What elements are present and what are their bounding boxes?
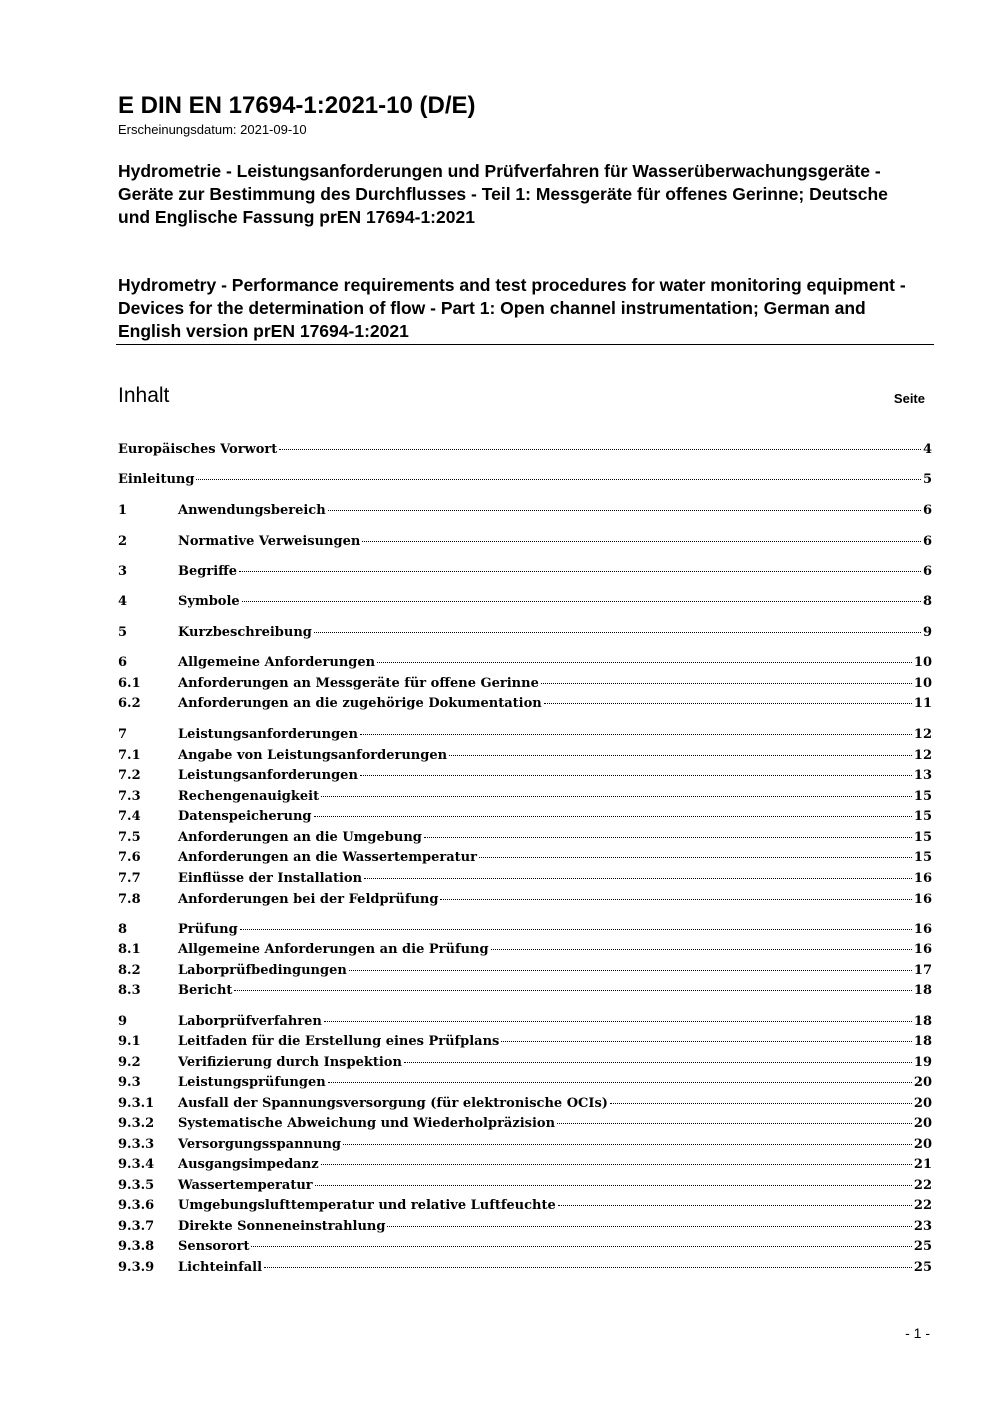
toc-dot-leader [279, 449, 921, 450]
toc-entry-title: Normative Verweisungen [178, 534, 361, 549]
toc-entry-number: 9.3 [118, 1075, 141, 1090]
toc-entry-page: 13 [913, 768, 932, 783]
toc-dot-leader [324, 1021, 912, 1022]
toc-dot-leader [362, 541, 921, 542]
toc-entry-page: 12 [913, 748, 932, 763]
toc-entry-page: 20 [913, 1075, 932, 1090]
toc-entry-title: Systematische Abweichung und Wiederholpräzision [178, 1116, 556, 1131]
toc-entry[interactable] [118, 869, 932, 888]
publication-date: Erscheinungsdatum: 2021-09-10 [118, 122, 307, 137]
toc-entry-title: Europäisches Vorwort [118, 442, 278, 457]
toc-entry[interactable] [118, 592, 932, 611]
toc-entry-number: 7.6 [118, 850, 141, 865]
toc-entry-page: 6 [922, 503, 932, 518]
toc-entry[interactable] [118, 1053, 932, 1072]
toc-dot-leader [240, 929, 912, 930]
toc-entry-page: 5 [922, 472, 932, 487]
toc-entry-page: 20 [913, 1096, 932, 1111]
toc-entry-title: Ausgangsimpedanz [178, 1157, 319, 1172]
toc-entry[interactable] [118, 1196, 932, 1215]
toc-entry-number: 9.1 [118, 1034, 141, 1049]
toc-entry-page: 10 [913, 655, 932, 670]
toc-entry-title: Leitfaden für die Erstellung eines Prüfplans [178, 1034, 500, 1049]
toc-entry-page: 18 [913, 983, 932, 998]
toc-entry-number: 7.1 [118, 748, 141, 763]
toc-entry-page: 21 [913, 1157, 932, 1172]
toc-entry-title: Anforderungen an Messgeräte für offene Gerinne [178, 676, 539, 691]
toc-entry-title: Ausfall der Spannungsversorgung (für elektronische OCIs) [178, 1096, 608, 1111]
toc-entry-title: Leistungsprüfungen [178, 1075, 326, 1090]
toc-entry-title: Allgemeine Anforderungen an die Prüfung [178, 942, 489, 957]
toc-entry-title: Datenspeicherung [178, 809, 312, 824]
toc-entry-title: Umgebungslufttemperatur und relative Luftfeuchte [178, 1198, 556, 1213]
toc-entry-page: 25 [913, 1239, 932, 1254]
toc-entry-page: 6 [922, 564, 932, 579]
toc-entry-page: 16 [913, 922, 932, 937]
toc-entry-number: 9 [118, 1014, 128, 1029]
toc-entry-page: 6 [922, 534, 932, 549]
toc-entry-page: 9 [922, 625, 932, 640]
toc-entry-title: Symbole [178, 594, 240, 609]
toc-entry-page: 23 [913, 1219, 932, 1234]
toc-entry-page: 15 [913, 830, 932, 845]
toc-entry[interactable] [118, 920, 932, 939]
toc-dot-leader [440, 899, 911, 900]
toc-entry[interactable] [118, 828, 932, 847]
toc-dot-leader [449, 755, 912, 756]
toc-entry-title: Direkte Sonneneinstrahlung [178, 1219, 386, 1234]
toc-entry-number: 6.2 [118, 696, 141, 711]
toc-entry-number: 8.3 [118, 983, 141, 998]
toc-entry-number: 9.2 [118, 1055, 141, 1070]
toc-dot-leader [479, 857, 912, 858]
toc-entry-number: 4 [118, 594, 128, 609]
toc-entry[interactable] [118, 848, 932, 867]
toc-dot-leader [558, 1205, 912, 1206]
toc-dot-leader [239, 571, 921, 572]
toc-entry-title: Prüfung [178, 922, 238, 937]
subtitle-english: Hydrometry - Performance requirements and test procedures for water monitoring equipment - Devices for the determination of flow - Part 1: Open channel instrumentation; German and English version prEN 17694-1:2021 [118, 275, 906, 341]
toc-entry[interactable] [118, 1012, 932, 1031]
toc-dot-leader [377, 662, 912, 663]
toc-entry[interactable] [118, 890, 932, 909]
toc-entry[interactable] [118, 1073, 932, 1092]
toc-entry[interactable] [118, 501, 932, 520]
toc-entry[interactable] [118, 961, 932, 980]
toc-entry-title: Laborprüfverfahren [178, 1014, 322, 1029]
toc-dot-leader [424, 837, 912, 838]
toc-entry-number: 1 [118, 503, 128, 518]
toc-entry-page: 20 [913, 1116, 932, 1131]
toc-entry-page: 15 [913, 850, 932, 865]
toc-entry-page: 16 [913, 892, 932, 907]
toc-entry-page: 22 [913, 1178, 932, 1193]
toc-entry-number: 9.3.9 [118, 1260, 155, 1275]
toc-dot-leader [328, 510, 921, 511]
toc-dot-leader [501, 1041, 912, 1042]
toc-entry-title: Allgemeine Anforderungen [178, 655, 376, 670]
toc-entry-page: 18 [913, 1034, 932, 1049]
toc-entry[interactable] [118, 562, 932, 581]
toc-entry-title: Bericht [178, 983, 233, 998]
toc-entry-number: 8 [118, 922, 128, 937]
toc-entry[interactable] [118, 470, 932, 489]
toc-entry-title: Anforderungen bei der Feldprüfung [178, 892, 439, 907]
toc-entry-title: Anwendungsbereich [178, 503, 326, 518]
toc-entry-number: 9.3.7 [118, 1219, 155, 1234]
toc-entry-title: Leistungsanforderungen [178, 768, 358, 783]
toc-dot-leader [544, 703, 912, 704]
toc-entry-page: 19 [913, 1055, 932, 1070]
toc-entry[interactable] [118, 1032, 932, 1051]
toc-entry-page: 20 [913, 1137, 932, 1152]
toc-entry-number: 9.3.2 [118, 1116, 155, 1131]
toc-entry-page: 12 [913, 727, 932, 742]
toc-entry[interactable] [118, 1155, 932, 1174]
header-divider [116, 344, 934, 345]
toc-dot-leader [251, 1246, 911, 1247]
toc-entry[interactable] [118, 940, 932, 959]
toc-entry[interactable] [118, 1135, 932, 1154]
toc-entry-title: Anforderungen an die Wassertemperatur [178, 850, 477, 865]
toc-entry-number: 2 [118, 534, 128, 549]
toc-entry-number: 6 [118, 655, 128, 670]
toc-entry-number: 6.1 [118, 676, 141, 691]
toc-entry[interactable] [118, 532, 932, 551]
toc-page-column-label: Seite [893, 391, 925, 406]
toc-heading: Inhalt [118, 384, 170, 407]
toc-entry[interactable] [118, 440, 932, 459]
toc-entry-number: 9.3.8 [118, 1239, 155, 1254]
toc-dot-leader [328, 1082, 912, 1083]
toc-dot-leader [196, 479, 921, 480]
toc-entry-page: 17 [913, 963, 932, 978]
toc-entry-page: 8 [922, 594, 932, 609]
toc-entry[interactable] [118, 623, 932, 642]
toc-dot-leader [541, 683, 912, 684]
toc-entry-title: Einleitung [118, 472, 195, 487]
toc-entry-number: 7.5 [118, 830, 141, 845]
toc-dot-leader [387, 1226, 911, 1227]
toc-entry-title: Wassertemperatur [178, 1178, 313, 1193]
toc-dot-leader [264, 1267, 912, 1268]
toc-entry[interactable] [118, 1258, 932, 1277]
page-number: - 1 - [905, 1325, 930, 1341]
toc-entry-page: 15 [913, 789, 932, 804]
toc-dot-leader [315, 1185, 912, 1186]
toc-entry[interactable] [118, 766, 932, 785]
toc-dot-leader [314, 632, 921, 633]
toc-entry-number: 9.3.3 [118, 1137, 155, 1152]
toc-entry-number: 5 [118, 625, 128, 640]
toc-entry-title: Laborprüfbedingungen [178, 963, 347, 978]
toc-entry-page: 4 [922, 442, 932, 457]
toc-dot-leader [364, 878, 912, 879]
toc-entry-number: 7 [118, 727, 128, 742]
toc-entry-title: Leistungsanforderungen [178, 727, 358, 742]
toc-entry[interactable] [118, 674, 932, 693]
toc-entry-number: 7.7 [118, 871, 141, 886]
toc-entry-number: 8.1 [118, 942, 141, 957]
toc-entry[interactable] [118, 746, 932, 765]
toc-entry[interactable] [118, 981, 932, 1000]
document-title: E DIN EN 17694-1:2021-10 (D/E) [118, 92, 476, 119]
subtitle-german: Hydrometrie - Leistungsanforderungen und Prüfverfahren für Wasserüberwachungsgeräte - Geräte zur Bestimmung des Durchflusses - Teil 1: Messgeräte für offenes Gerinne; Deutsche und Englische Fassung prEN 17694-1:2021 [118, 161, 888, 227]
toc-entry[interactable] [118, 1114, 932, 1133]
toc-entry-number: 3 [118, 564, 128, 579]
toc-entry-title: Angabe von Leistungsanforderungen [178, 748, 448, 763]
toc-entry-title: Einflüsse der Installation [178, 871, 363, 886]
toc-dot-leader [343, 1144, 912, 1145]
toc-entry-title: Kurzbeschreibung [178, 625, 312, 640]
toc-entry-page: 18 [913, 1014, 932, 1029]
toc-dot-leader [360, 734, 912, 735]
toc-entry-title: Verifizierung durch Inspektion [178, 1055, 402, 1070]
toc-entry[interactable] [118, 694, 932, 713]
toc-entry-title: Sensorort [178, 1239, 250, 1254]
toc-entry-title: Rechengenauigkeit [178, 789, 320, 804]
toc-dot-leader [314, 816, 912, 817]
toc-dot-leader [404, 1062, 912, 1063]
toc-dot-leader [234, 990, 911, 991]
toc-dot-leader [321, 1164, 912, 1165]
toc-entry-number: 8.2 [118, 963, 141, 978]
toc-entry-title: Begriffe [178, 564, 238, 579]
toc-dot-leader [360, 775, 912, 776]
toc-entry[interactable] [118, 1237, 932, 1256]
toc-entry-title: Versorgungsspannung [178, 1137, 341, 1152]
toc-entry-number: 7.8 [118, 892, 141, 907]
toc-entry-number: 7.2 [118, 768, 141, 783]
toc-entry-title: Anforderungen an die Umgebung [178, 830, 422, 845]
toc-entry-number: 9.3.1 [118, 1096, 155, 1111]
toc-dot-leader [349, 970, 912, 971]
toc-entry-number: 9.3.6 [118, 1198, 155, 1213]
toc-entry-page: 22 [913, 1198, 932, 1213]
toc-entry-number: 7.3 [118, 789, 141, 804]
toc-entry-page: 10 [913, 676, 932, 691]
toc-entry[interactable] [118, 725, 932, 744]
toc-entry-title: Anforderungen an die zugehörige Dokumentation [178, 696, 542, 711]
toc-dot-leader [610, 1103, 912, 1104]
toc-entry-number: 9.3.4 [118, 1157, 155, 1172]
toc-dot-leader [557, 1123, 912, 1124]
toc-entry[interactable] [118, 807, 932, 826]
toc-entry[interactable] [118, 1217, 932, 1236]
toc-entry[interactable] [118, 653, 932, 672]
toc-entry[interactable] [118, 787, 932, 806]
toc-dot-leader [242, 601, 921, 602]
toc-entry-page: 11 [913, 696, 932, 711]
toc-entry[interactable] [118, 1094, 932, 1113]
toc-entry-page: 15 [913, 809, 932, 824]
toc-entry-number: 7.4 [118, 809, 141, 824]
toc-dot-leader [491, 949, 912, 950]
toc-entry-number: 9.3.5 [118, 1178, 155, 1193]
toc-dot-leader [321, 796, 912, 797]
toc-entry-page: 25 [913, 1260, 932, 1275]
toc-entry-page: 16 [913, 871, 932, 886]
toc-entry[interactable] [118, 1176, 932, 1195]
toc-entry-title: Lichteinfall [178, 1260, 263, 1275]
toc-entry-page: 16 [913, 942, 932, 957]
